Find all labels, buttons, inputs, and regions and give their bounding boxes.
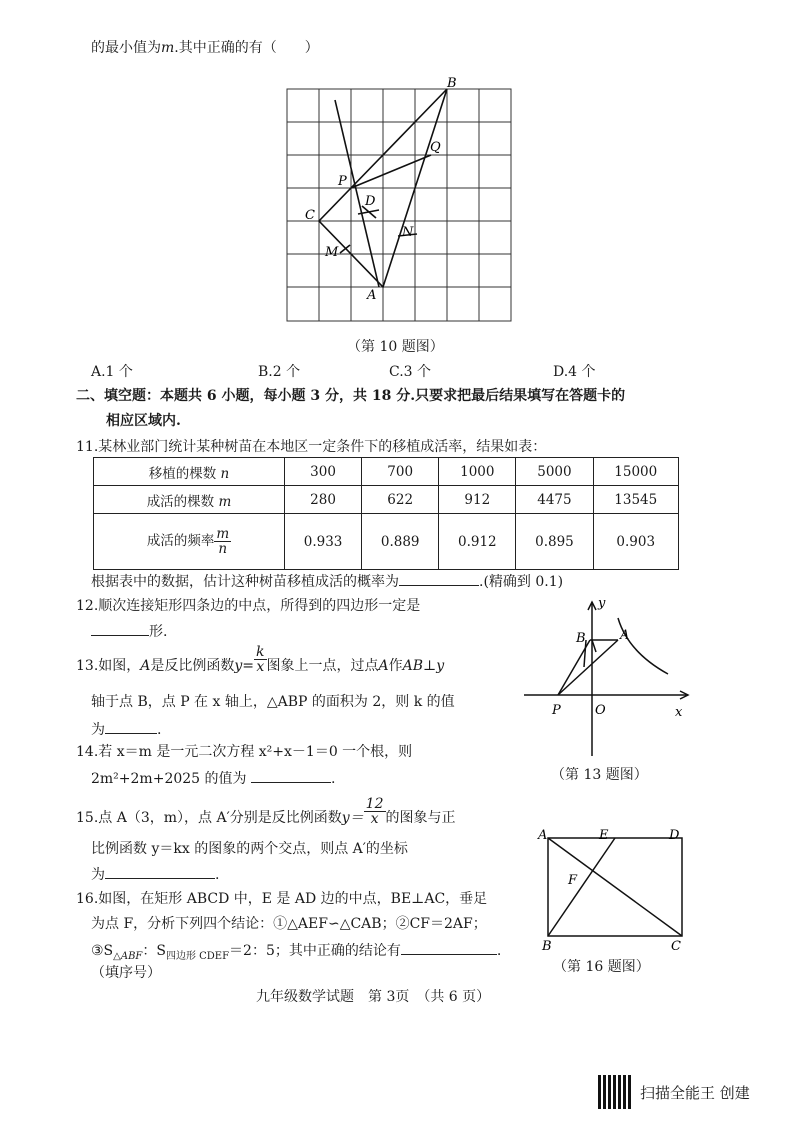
frac-num: m [216,526,230,542]
frac-den: n [218,541,228,557]
q10-tail [91,38,319,58]
row1-label-text: 移植的棵数 [148,465,217,482]
q15-func-y: y＝ [341,810,364,826]
q10-option-c: C.3 个 [389,364,432,380]
answer-blank [251,768,331,783]
answer-blank [105,719,157,734]
label-D: D [365,194,376,209]
q14-line1: 14.若 x＝m 是一元二次方程 x²+x－1＝0 一个根，则 [76,744,413,760]
cell: 13545 [593,486,679,514]
q16-sub1: △ABF [113,950,143,962]
q11-answer-prefix: 根据表中的数据，估计这种树苗移植成活的概率为 [91,574,399,590]
q16-line2: 为点 F，分析下列四个结论：①△AEF∽△CAB；②CF＝2AF； [91,916,487,932]
q15-line2: 比例函数 y＝kx 的图象的两个交点，则点 A′的坐标 [91,841,408,857]
q15-frac [364,797,386,826]
table-row [94,486,679,514]
label-Q: Q [430,140,441,155]
q15-text-a: 15.点 A（3，m），点 A′分别是反比例函数 [76,810,342,826]
q16-caption: （第 16 题图） [553,959,650,975]
frac-den: x [370,810,379,827]
q10-option-b: B.2 个 [258,364,301,380]
fig16-B: B [542,939,552,952]
q10-option-d: D.4 个 [553,364,596,380]
q11-stem: 11.某林业部门统计某种树苗在本地区一定条件下的移植成活率，结果如表： [76,439,547,455]
table-row [94,514,679,570]
cell: 280 [285,486,362,514]
frac-num: k [256,643,265,660]
fig16-D: D [669,828,680,843]
q13-text-e: AB⊥y [402,658,445,674]
fig13-B: B [576,631,586,646]
section2-line1: 二、填空题：本题共 6 小题，每小题 3 分，共 18 分.只要求把最后结果填写在答题卡的 [76,388,626,404]
q14-line2-suffix: . [330,771,336,787]
cell: 0.903 [593,514,679,570]
cell: 912 [439,486,516,514]
page-footer: 九年级数学试题 第 3页 （共 6 页） [256,989,491,1005]
answer-blank [401,940,497,955]
q15-line3-prefix: 为 [91,867,105,883]
figure-16 [536,826,696,952]
q12-line1: 12.顺次连接矩形四条边的中点，所得到的四边形一定是 [76,598,421,614]
label-A: A [367,288,377,303]
q13-text-d: 作 [388,658,403,674]
label-P: P [338,174,347,189]
q13-line1: 13.如图，A是反比例函数y= $\frac{k}{x}$ 图象上一点，过点A作AB⊥y [76,643,445,675]
fig16-F: F [568,873,578,888]
row2-label-text: 成活的棵数 [146,493,215,510]
q15-line3 [91,864,219,885]
cell: 15000 [593,458,679,486]
cell: 0.933 [285,514,362,570]
cell: 0.912 [439,514,516,570]
q16-text-c: ＝2：5；其中正确的结论有 [229,943,401,959]
q10-tail-m: m [161,40,175,56]
q16-sub2: 四边形 CDEF [165,950,230,962]
cell: 622 [362,486,439,514]
label-N: N [402,225,414,240]
row3-label [94,514,285,570]
row2-label [94,486,285,514]
grid [287,89,511,321]
q12-line2-suffix: 形. [149,624,168,640]
q16-text-a: ③S [91,943,114,959]
row1-var: n [220,465,230,482]
q13-frac [254,645,266,674]
fig16-A: A [538,828,548,843]
row2-var: m [218,493,232,510]
q10-caption: （第 10 题图） [347,339,444,355]
q13-line3-prefix: 为 [91,722,105,738]
row3-frac [214,527,231,556]
q16-line1: 16.如图，在矩形 ABCD 中，E 是 AD 边的中点，BE⊥AC，垂足 [76,891,488,907]
q13-func-y: y= [234,658,255,674]
cell: 4475 [516,486,593,514]
q14-line2 [91,768,335,789]
fig16-C: C [671,939,681,952]
label-C: C [305,208,315,223]
cell: 1000 [439,458,516,486]
q12-line2 [91,621,167,642]
answer-blank [399,571,479,586]
answer-blank [91,621,149,636]
cell: 300 [285,458,362,486]
fig16-E: E [599,828,609,843]
fig13-O: O [595,703,606,718]
table-row [94,458,679,486]
cell: 0.889 [362,514,439,570]
fig13-A: A [620,628,630,643]
section2-line2: 相应区域内. [106,413,181,429]
q13-text-b: 是反比例函数 [150,658,235,674]
row1-label [94,458,285,486]
cell: 0.895 [516,514,593,570]
q11-answer [91,571,563,592]
q15-text-b: 的图象与正 [385,810,456,826]
q10-tail-text: 的最小值为 [91,40,161,56]
q13-caption: （第 13 题图） [551,767,648,783]
q16-line4: （填序号） [91,965,161,981]
q13-line2: 轴于点 B，点 P 在 x 轴上，△ABP 的面积为 2，则 k 的值 [91,694,455,710]
q14-line2-text: 2m²+2m+2025 的值为 [91,771,247,787]
q16-text-b: ：S [142,943,166,959]
q13-text-a: 13.如图， [76,658,141,674]
answer-blank [105,864,215,879]
label-B: B [447,76,457,91]
qr-code-icon [598,1075,632,1109]
q15-line3-suffix: . [215,867,220,883]
cell: 700 [362,458,439,486]
q10-option-a: A.1 个 [91,364,133,380]
label-M: M [325,245,339,260]
figure-13 [518,592,694,762]
fig13-y: y [598,596,606,611]
frac-den: x [256,658,265,675]
q13-line3: 为 . [91,719,161,740]
q11-table [93,457,679,570]
fig13-P: P [552,703,561,718]
row3-label-text: 成活的频率 [146,533,215,549]
q16-line3-suffix: . [496,943,502,959]
fig13-x: x [675,705,683,720]
cell: 5000 [516,458,593,486]
q11-answer-suffix: .(精确到 0.1) [479,574,564,590]
frac-num: 12 [365,795,384,812]
q13-text-c: 图象上一点，过点 [266,658,379,674]
figure-10 [280,76,520,326]
q10-tail-text2: .其中正确的有（ ） [174,40,319,56]
figure13-lines [524,602,688,756]
scanner-label: 扫描全能王 创建 [640,1084,750,1102]
q15-line1 [76,795,456,828]
